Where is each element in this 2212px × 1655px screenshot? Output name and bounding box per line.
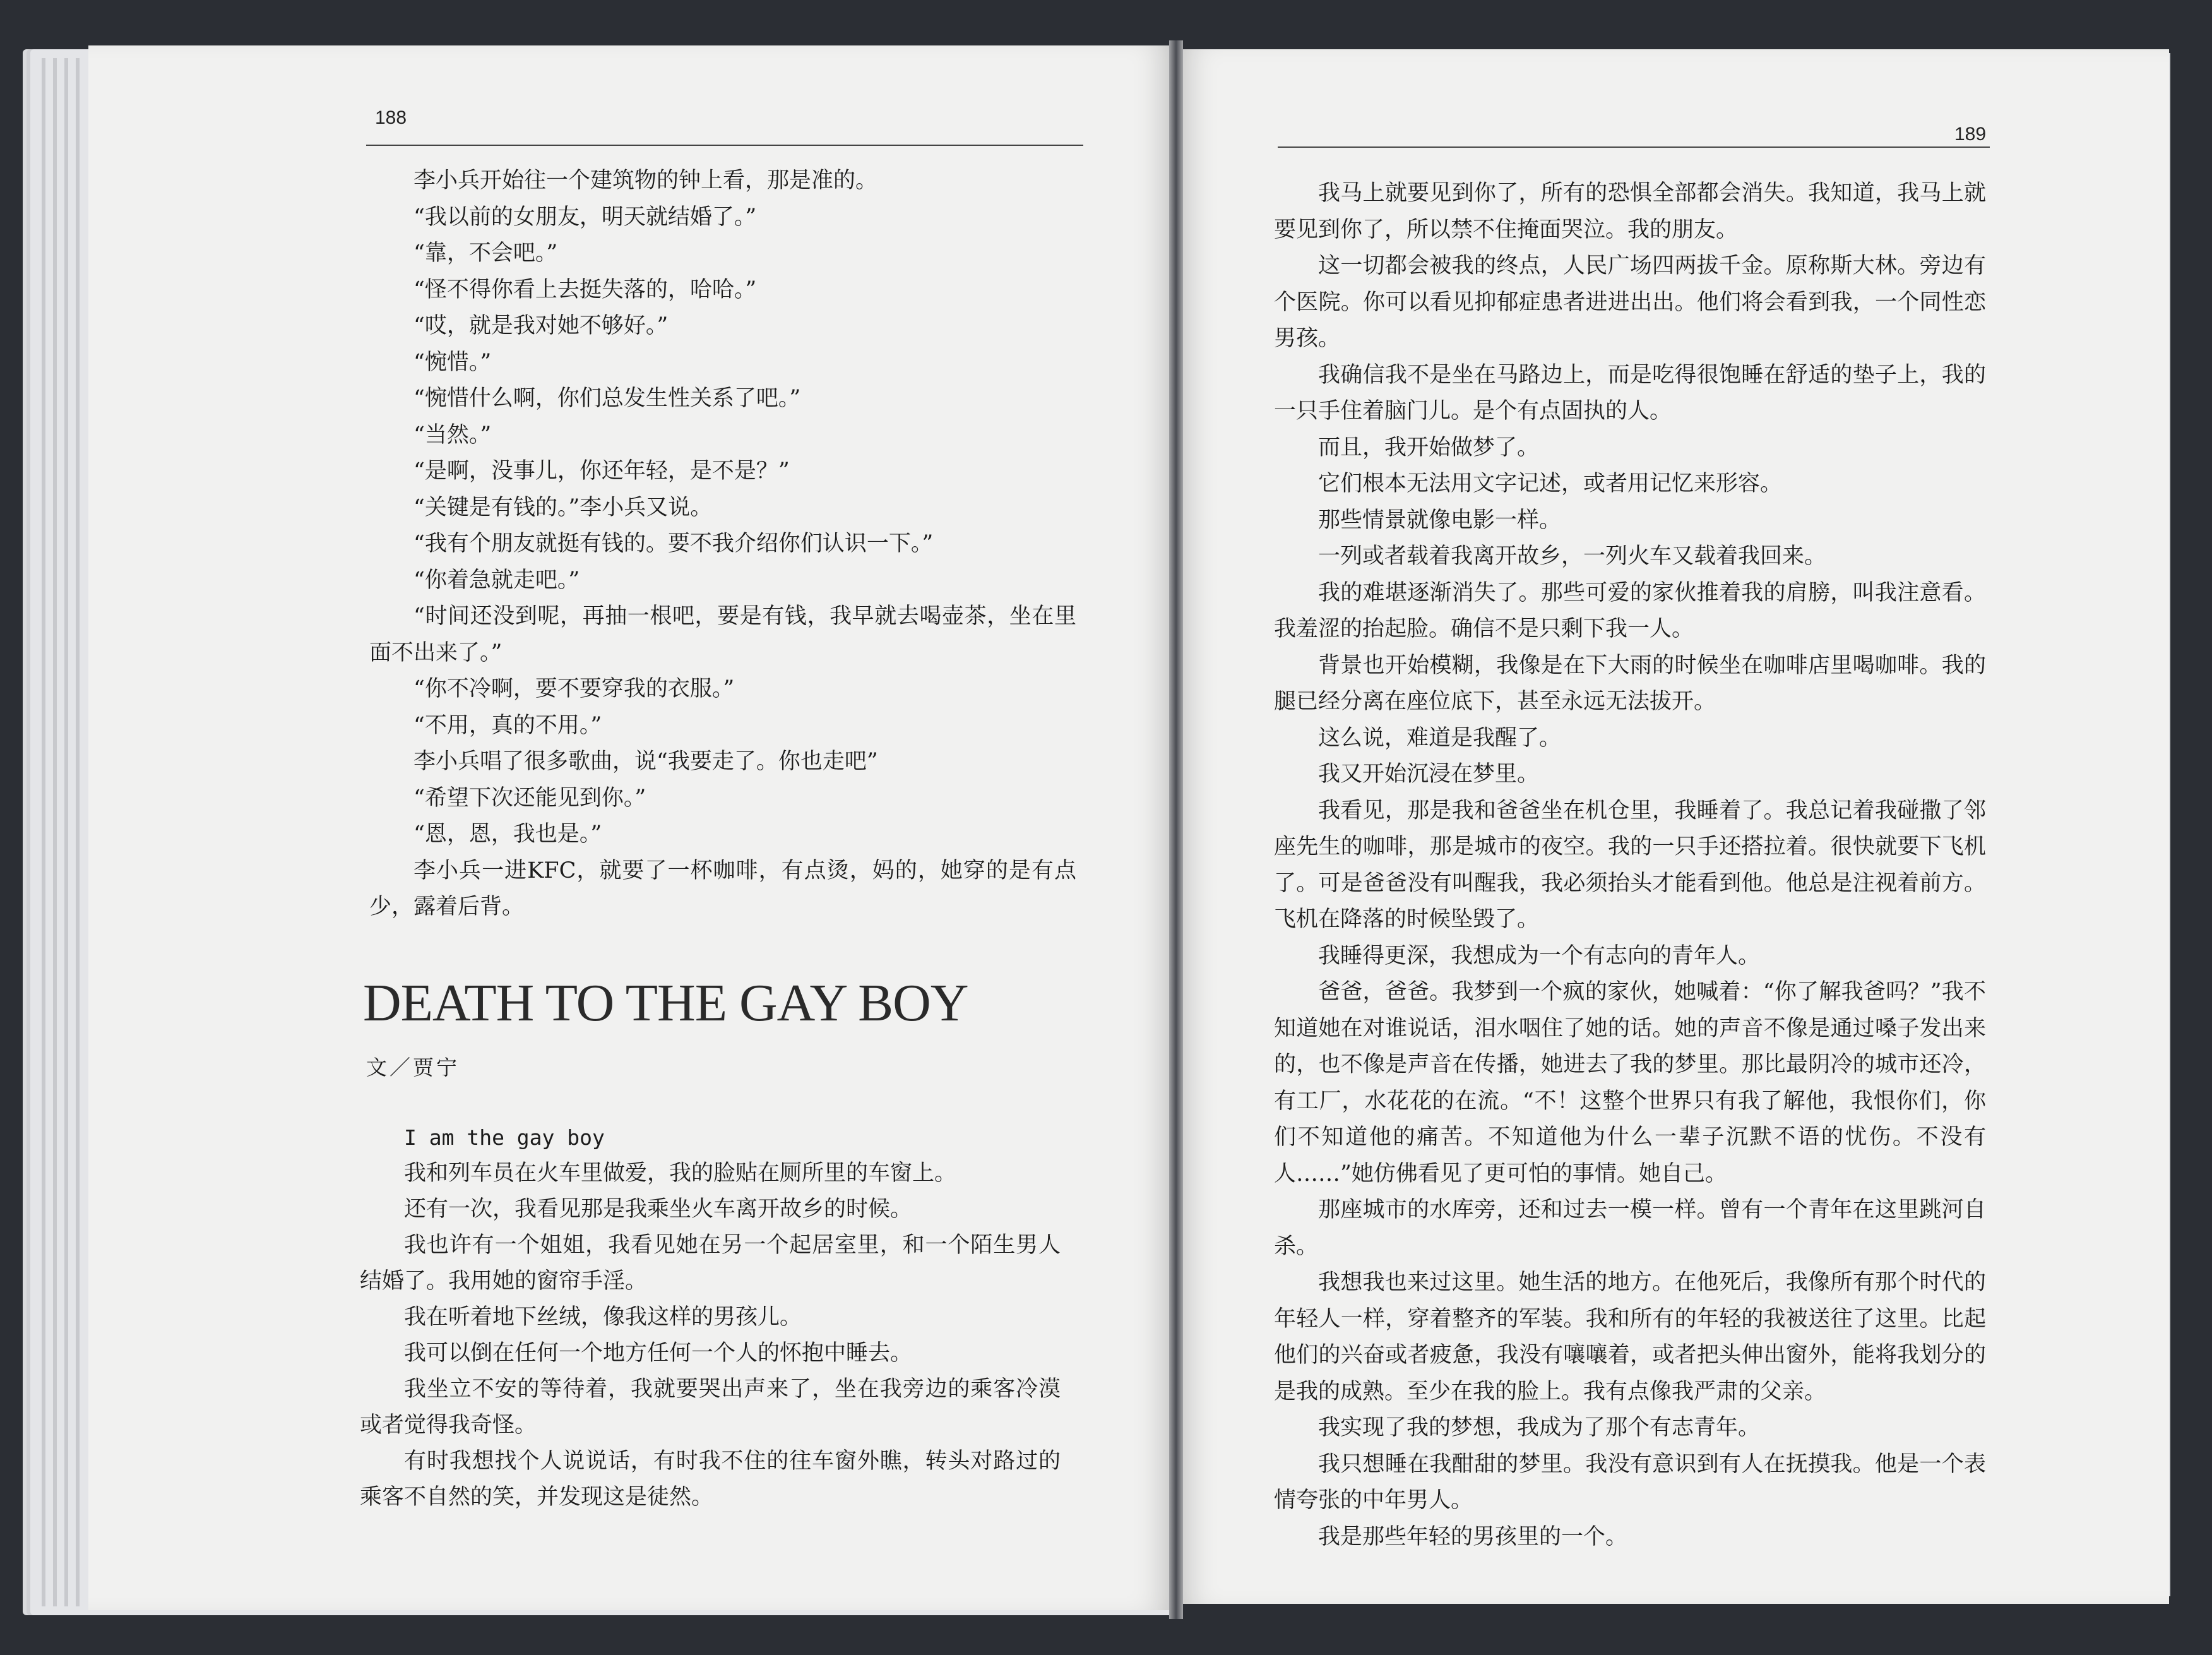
body-paragraph: 那些情景就像电影一样。 [1318,507,1562,533]
body-paragraph: 我实现了我的梦想，我成为了那个有志青年。 [1318,1415,1761,1440]
page-number-right: 189 [1954,124,1987,145]
story-byline: 文／贾宁 [366,1055,460,1080]
body-paragraph: 我睡得更深，我想成为一个有志向的青年人。 [1318,943,1761,969]
right-body-block [1274,176,1986,1555]
dialogue-paragraph: “我有个朋友就挺有钱的。要不我介绍你们认识一下。” [413,531,934,556]
story-paragraph: 我坐立不安的等待着，我就要哭出声来了，坐在我旁边的乘客冷漠或者觉得我奇怪。 [360,1377,1061,1438]
body-paragraph: 我看见，那是我和爸爸坐在机仓里，我睡着了。我总记着我碰撒了邻座先生的咖啡，那是城市的夜空。我的一只手还搭拉着。很快就要下飞机了。可是爸爸没有叫醒我，我必须抬头才能看到他。他总是注视着前方。飞机在降落的时候坠毁了。 [1274,798,1986,932]
page-edge [76,58,80,1606]
dialogue-paragraph: “关键是有钱的。”李小兵又说。 [413,494,713,520]
story-epigraph: I am the gay boy [404,1125,605,1150]
story-paragraph: 我可以倒在任何一个地方任何一个人的怀抱中睡去。 [404,1341,913,1366]
dialogue-paragraph: “我以前的女朋友，明天就结婚了。” [413,204,757,230]
dialogue-paragraph: “惋惜什么啊，你们总发生性关系了吧。” [413,386,801,411]
body-paragraph: 它们根本无法用文字记述，或者用记忆来形容。 [1318,471,1783,496]
dialogue-paragraph: “恩，恩，我也是。” [413,822,602,847]
dialogue-paragraph: 李小兵开始往一个建筑物的钟上看，那是准的。 [413,168,878,193]
dialogue-paragraph: “不用，真的不用。” [413,712,602,738]
body-paragraph: 一列或者载着我离开故乡，一列火车又载着我回来。 [1318,544,1827,569]
dialogue-paragraph: “希望下次还能见到你。” [413,785,646,811]
body-paragraph: 我又开始沉浸在梦里。 [1318,762,1540,787]
dialogue-paragraph: 李小兵一进KFC，就要了一杯咖啡，有点烫，妈的，她穿的是有点少，露着后背。 [369,857,1076,919]
page-edge [42,58,45,1606]
story-paragraph: 有时我想找个人说说话，有时我不住的往车窗外瞧，转头对路过的乘客不自然的笑，并发现这是徒然。 [360,1449,1061,1510]
body-paragraph: 而且，我开始做梦了。 [1318,434,1540,460]
dialogue-paragraph: “你不冷啊，要不要穿我的衣服。” [413,676,735,702]
body-paragraph: 这么说，难道是我醒了。 [1318,725,1562,751]
book-gutter [1169,40,1183,1619]
body-paragraph: 那座城市的水库旁，还和过去一模一样。曾有一个青年在这里跳河自杀。 [1274,1197,1986,1259]
header-rule-left [366,145,1083,146]
dialogue-paragraph: “你着急就走吧。” [413,567,580,593]
body-paragraph: 我想我也来过这里。她生活的地方。在他死后，我像所有那个时代的年轻人一样，穿着整齐的军装。我和所有的年轻的我被送往了这里。比起他们的兴奋或者疲惫，我没有嚷嚷着，或者把头伸出窗外，能将我划分的是我的成熟。至少在我的脸上。我有点像我严肃的父亲。 [1274,1270,1986,1404]
page-edge [64,58,68,1606]
story-paragraph: 我和列车员在火车里做爱，我的脸贴在厕所里的车窗上。 [404,1161,957,1186]
body-paragraph: 我马上就要见到你了，所有的恐惧全部都会消失。我知道，我马上就要见到你了，所以禁不住掩面哭泣。我的朋友。 [1274,181,1986,242]
body-paragraph: 我是那些年轻的男孩里的一个。 [1318,1524,1628,1550]
body-paragraph: 我确信我不是坐在马路边上，而是吃得很饱睡在舒适的垫子上，我的一只手住着脑门儿。是个有点固执的人。 [1274,362,1986,424]
body-paragraph: 我只想睡在我酣甜的梦里。我没有意识到有人在抚摸我。他是一个表情夸张的中年男人。 [1274,1451,1986,1513]
dialogue-paragraph: “哎，就是我对她不够好。” [413,313,669,338]
dialogue-paragraph: “是啊，没事儿，你还年轻，是不是？” [413,458,790,484]
story-title: DEATH TO THE GAY BOY [363,974,968,1032]
dialogue-paragraph: 李小兵唱了很多歌曲，说“我要走了。你也走吧” [413,749,878,774]
dialogue-paragraph: “惋惜。” [413,349,492,375]
body-paragraph: 我的难堪逐渐消失了。那些可爱的家伙推着我的肩膀，叫我注意看。我羞涩的抬起脸。确信不是只剩下我一人。 [1274,580,1986,642]
left-dialogue-block [369,163,1076,926]
body-paragraph: 背景也开始模糊，我像是在下大雨的时候坐在咖啡店里喝咖啡。我的腿已经分离在座位底下，甚至永远无法拔开。 [1274,652,1986,714]
dialogue-paragraph: “怪不得你看上去挺失落的，哈哈。” [413,277,757,302]
dialogue-paragraph: “时间还没到呢，再抽一根吧，要是有钱，我早就去喝壶茶，坐在里面不出来了。” [369,604,1076,666]
page-edge [53,58,57,1606]
dialogue-paragraph: “当然。” [413,422,492,448]
body-paragraph: 这一切都会被我的终点，人民广场四两拔千金。原称斯大林。旁边有个医院。你可以看见抑郁症患者进进出出。他们将会看到我，一个同性恋男孩。 [1274,253,1986,351]
story-paragraph: 我在听着地下丝绒，像我这样的男孩儿。 [404,1305,802,1330]
story-paragraph: 还有一次，我看见那是我乘坐火车离开故乡的时候。 [404,1197,913,1222]
body-paragraph: 爸爸，爸爸。我梦到一个疯的家伙，她喊着：“你了解我爸吗？”我不知道她在对谁说话，泪水咽住了她的话。她的声音不像是通过嗓子发出来的，也不像是声音在传播，她进去了我的梦里。那比最阴冷的城市还冷，有工厂，水花花的在流。“不！这整个世界只有我了解他，我恨你们，你们不知道他的痛苦。不知道他为什么一辈子沉默不语的忧伤。不没有人……”她仿佛看见了更可怕的事情。她自己。 [1274,979,1986,1186]
story-paragraph: 我也许有一个姐姐，我看见她在另一个起居室里，和一个陌生男人结婚了。我用她的窗帘手淫。 [360,1233,1061,1294]
story-body [360,1120,1061,1515]
page-number-left: 188 [375,107,407,128]
dialogue-paragraph: “靠，不会吧。” [413,241,558,266]
header-rule-right [1278,146,1990,148]
